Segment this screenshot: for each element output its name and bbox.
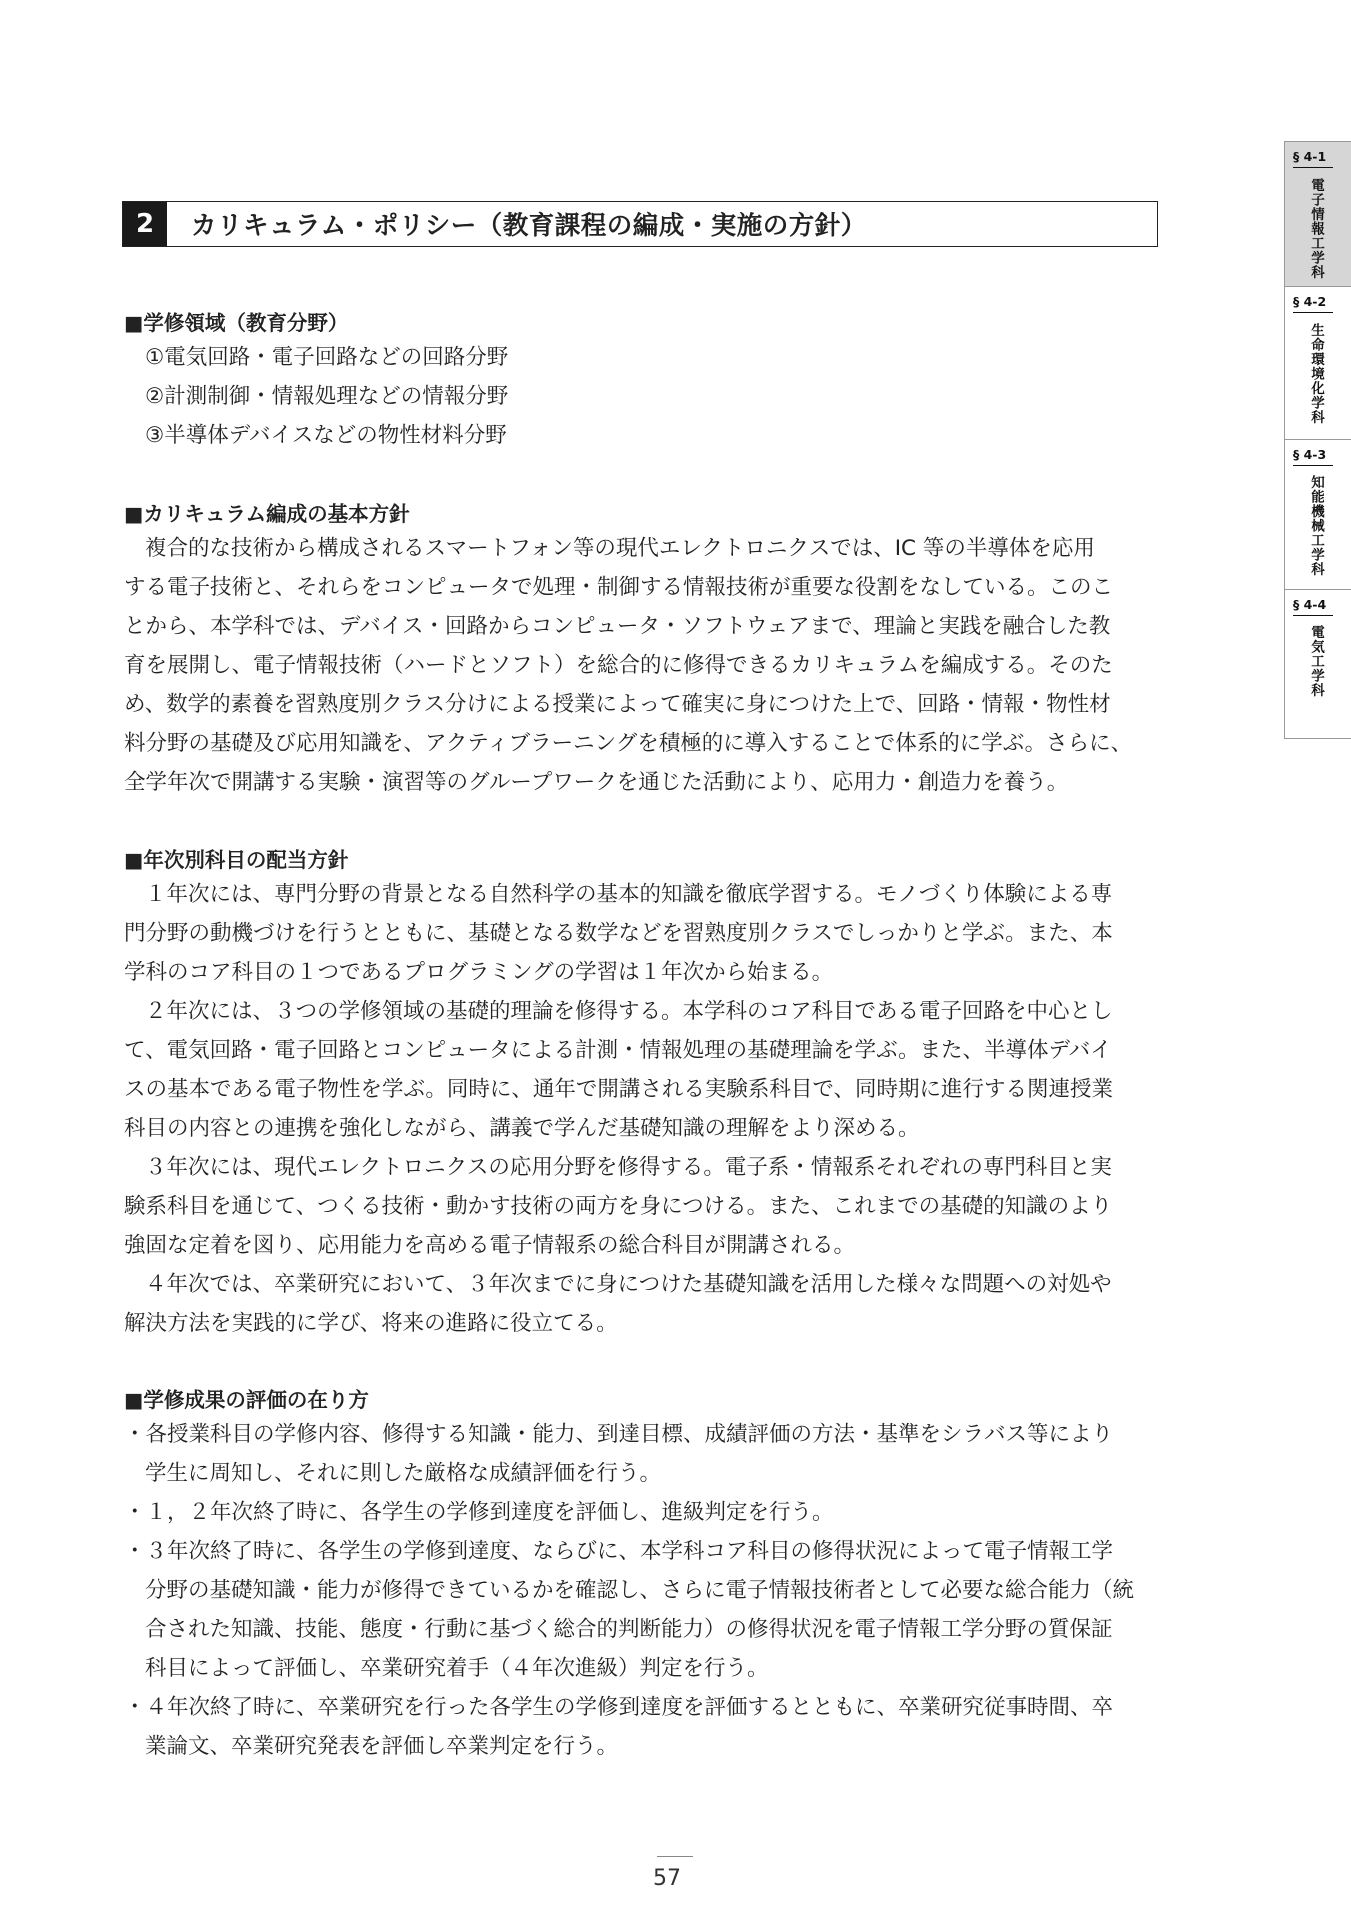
paragraph-line: め、数学的素養を習熟度別クラス分けによる授業によって確実に身につけた上で、回路・情報・物性材: [124, 692, 1111, 717]
domain-item: ②計測制御・情報処理などの情報分野: [145, 384, 509, 409]
domain-item: ③半導体デバイスなどの物性材料分野: [145, 423, 507, 448]
side-tab-number-4-2[interactable]: § 4-2: [1293, 294, 1333, 313]
bullet-line: 科目によって評価し、卒業研究着手（４年次進級）判定を行う。: [145, 1656, 769, 1681]
bullet-line: 業論文、卒業研究発表を評価し卒業判定を行う。: [145, 1734, 619, 1759]
bullet-line: ・各授業科目の学修内容、修得する知識・能力、到達目標、成績評価の方法・基準をシラバス等により: [124, 1422, 1114, 1447]
bullet-line: ・１，２年次終了時に、各学生の学修到達度を評価し、進級判定を行う。: [124, 1500, 834, 1525]
bullet-line: 学生に周知し、それに則した厳格な成績評価を行う。: [145, 1461, 662, 1486]
paragraph-line: ２年次には、３つの学修領域の基礎的理論を修得する。本学科のコア科目である電子回路を中心とし: [145, 999, 1113, 1024]
paragraph-line: 全学年次で開講する実験・演習等のグループワークを通じた活動により、応用力・創造力を養う。: [124, 770, 1069, 795]
subsection-title-domains: ■学修領域（教育分野）: [124, 311, 349, 335]
paragraph-line: する電子技術と、それらをコンピュータで処理・制御する情報技術が重要な役割をなしている。このこ: [124, 575, 1114, 600]
side-tab-label-4-4[interactable]: 電気工学科: [1308, 625, 1324, 698]
paragraph-line: ４年次では、卒業研究において、３年次までに身につけた基礎知識を活用した様々な問題への対処や: [145, 1272, 1112, 1297]
side-tab-label-4-3[interactable]: 知能機械工学科: [1308, 475, 1324, 577]
side-tab-divider: [1284, 589, 1351, 590]
paragraph-line: ３年次には、現代エレクトロニクスの応用分野を修得する。電子系・情報系それぞれの専門科目と実: [145, 1155, 1112, 1180]
paragraph-line: 学科のコア科目の１つであるプログラミングの学習は１年次から始まる。: [124, 960, 834, 985]
section-heading: [122, 201, 1158, 247]
side-tab-divider: [1284, 286, 1351, 287]
side-tab-label-4-2[interactable]: 生命環境化学科: [1308, 323, 1324, 425]
paragraph-line: 解決方法を実践的に学び、将来の進路に役立てる。: [124, 1311, 618, 1336]
bullet-line: 合された知識、技能、態度・行動に基づく総合的判断能力）の修得状況を電子情報工学分野の質保証: [145, 1617, 1113, 1642]
page-number-rule: [657, 1856, 693, 1857]
paragraph-line: 複合的な技術から構成されるスマートフォン等の現代エレクトロニクスでは、IC 等の半導体を応用: [145, 536, 1095, 561]
paragraph-line: て、電気回路・電子回路とコンピュータによる計測・情報処理の基礎理論を学ぶ。また、半導体デバイ: [124, 1038, 1112, 1063]
bullet-line: 分野の基礎知識・能力が修得できているかを確認し、さらに電子情報技術者として必要な総合能力（統: [145, 1578, 1135, 1603]
side-tab-border: [1284, 141, 1285, 739]
paragraph-line: 験系科目を通じて、つくる技術・動かす技術の両方を身につける。また、これまでの基礎的知識のより: [124, 1194, 1113, 1219]
side-tab-number-4-4[interactable]: § 4-4: [1293, 597, 1333, 616]
bullet-line: ・４年次終了時に、卒業研究を行った各学生の学修到達度を評価するとともに、卒業研究従事時間、卒: [124, 1695, 1114, 1720]
subsection-title-policy: ■カリキュラム編成の基本方針: [124, 502, 410, 526]
paragraph-line: とから、本学科では、デバイス・回路からコンピュータ・ソフトウェアまで、理論と実践を融合した教: [124, 614, 1111, 639]
paragraph-line: 育を展開し、電子情報技術（ハードとソフト）を総合的に修得できるカリキュラムを編成する。そのた: [124, 653, 1113, 678]
side-tab-label-4-1[interactable]: 電子情報工学科: [1308, 178, 1324, 280]
side-tab-divider: [1284, 738, 1351, 739]
bullet-line: ・３年次終了時に、各学生の学修到達度、ならびに、本学科コア科目の修得状況によって電子情報工学: [124, 1539, 1114, 1564]
subsection-title-yearly: ■年次別科目の配当方針: [124, 848, 349, 872]
paragraph-line: 科目の内容との連携を強化しながら、講義で学んだ基礎知識の理解をより深める。: [124, 1116, 920, 1141]
section-number: 2: [123, 202, 167, 246]
side-tab-number-4-1[interactable]: § 4-1: [1293, 149, 1333, 168]
domain-item: ①電気回路・電子回路などの回路分野: [145, 345, 509, 370]
side-tab-divider: [1284, 141, 1351, 142]
side-tab-number-4-3[interactable]: § 4-3: [1293, 447, 1333, 466]
paragraph-line: 門分野の動機づけを行うとともに、基礎となる数学などを習熟度別クラスでしっかりと学ぶ。また、本: [124, 921, 1113, 946]
page-number: 57: [653, 1866, 681, 1891]
paragraph-line: １年次には、専門分野の背景となる自然科学の基本的知識を徹底学習する。モノづくり体験による専: [145, 882, 1113, 907]
paragraph-line: 強固な定着を図り、応用能力を高める電子情報系の総合科目が開講される。: [124, 1233, 856, 1258]
section-title: カリキュラム・ポリシー（教育課程の編成・実施の方針）: [191, 211, 867, 241]
paragraph-line: 料分野の基礎及び応用知識を、アクティブラーニングを積極的に導入することで体系的に学ぶ。さらに、: [124, 731, 1133, 756]
paragraph-line: スの基本である電子物性を学ぶ。同時に、通年で開講される実験系科目で、同時期に進行する関連授業: [124, 1077, 1114, 1102]
subsection-title-evaluation: ■学修成果の評価の在り方: [124, 1388, 369, 1412]
side-tab-divider: [1284, 439, 1351, 440]
